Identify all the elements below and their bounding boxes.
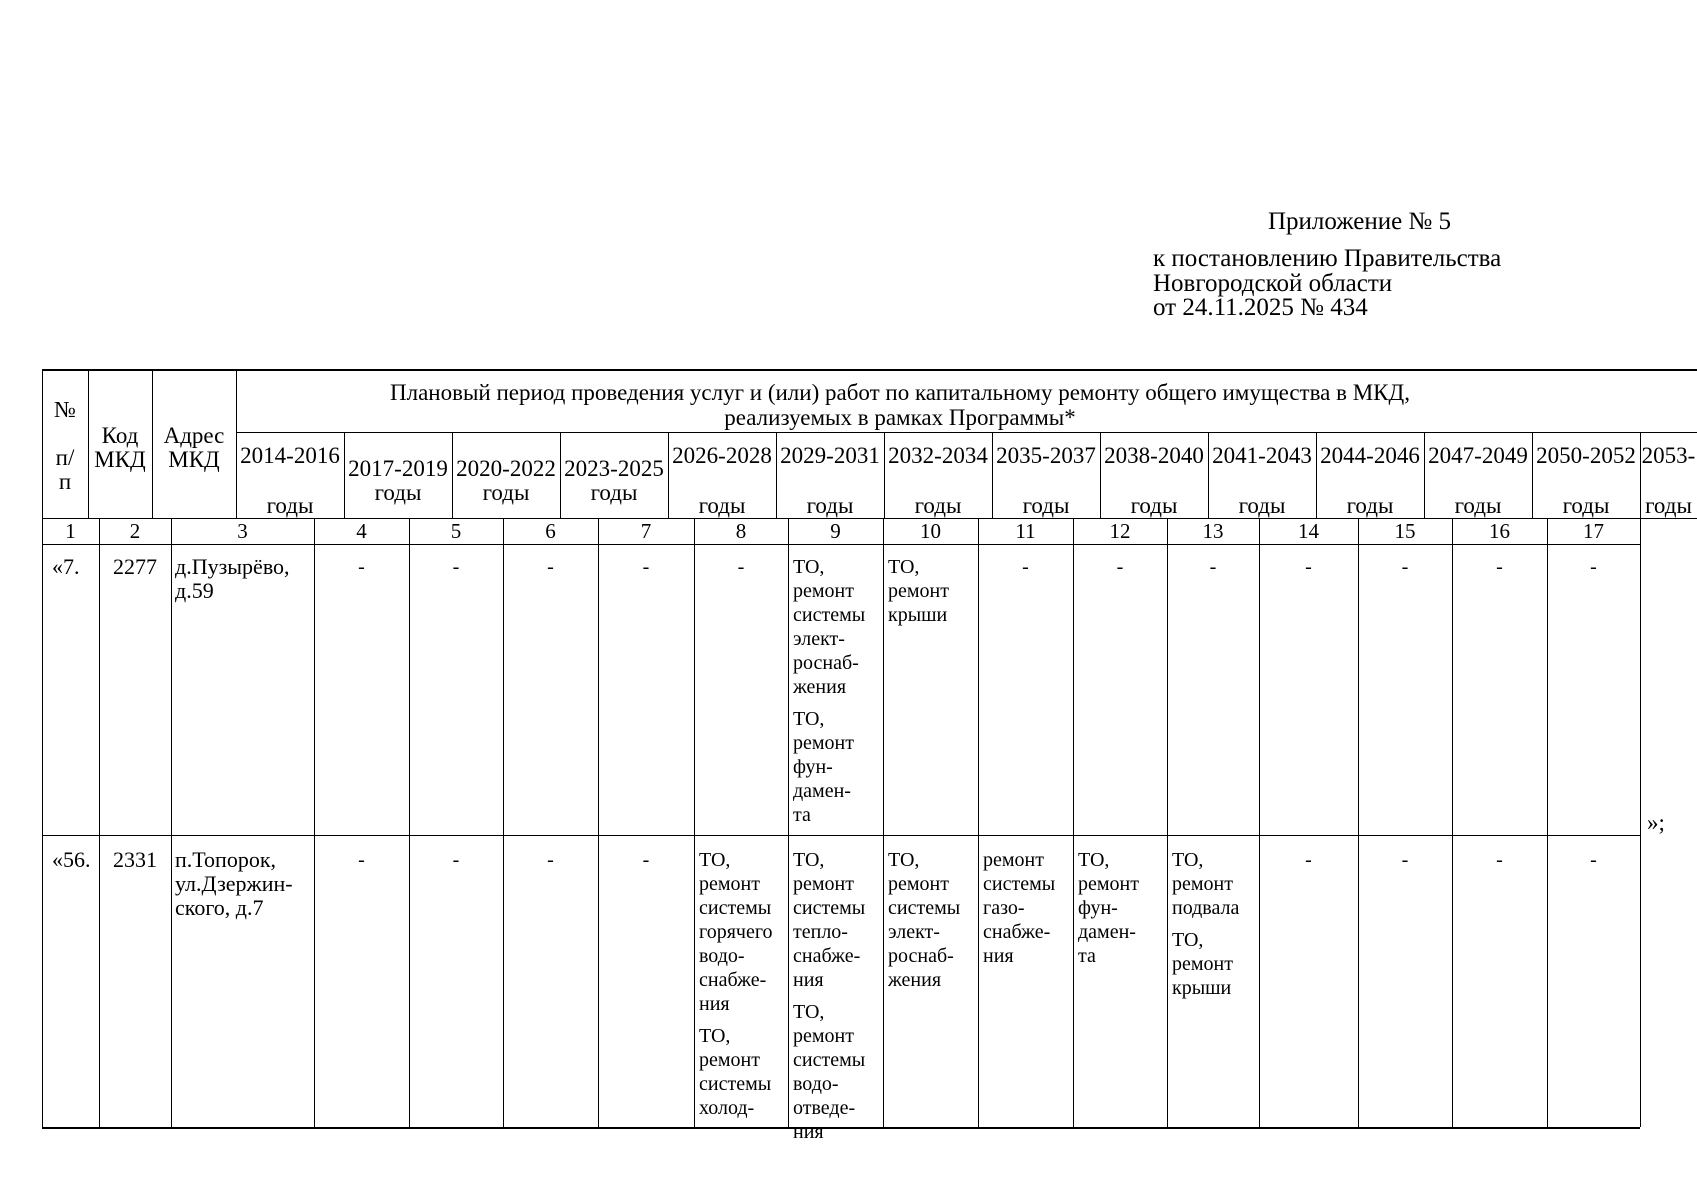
period-range: 2020-2022 xyxy=(456,456,556,481)
column-number: 13 xyxy=(1202,519,1224,543)
no-work-dash: - xyxy=(452,849,460,871)
work-cell xyxy=(409,555,503,579)
column-number: 10 xyxy=(920,519,941,543)
no-work-dash: - xyxy=(1496,849,1503,871)
period-years-label: годы xyxy=(1130,493,1178,518)
no-work-dash: - xyxy=(1590,556,1597,578)
work-item: ТО, ремонт системы холод- xyxy=(699,1025,772,1119)
period-range: 2026-2028 xyxy=(672,443,772,468)
work-cell xyxy=(598,848,694,872)
work-cell xyxy=(503,848,598,872)
work-cell xyxy=(598,555,694,579)
no-work-dash: - xyxy=(1401,849,1409,871)
table-rule xyxy=(42,369,1697,371)
row-number: «7. xyxy=(52,554,80,579)
table-rule xyxy=(99,518,100,1127)
work-cell xyxy=(978,555,1073,579)
work-item: ремонт системы газо- снабже- ния xyxy=(983,849,1056,967)
table-rule xyxy=(598,518,599,1127)
work-item: ТО, ремонт системы элект- роснаб- жения xyxy=(888,849,961,991)
column-number: 1 xyxy=(65,519,76,543)
period-years-label: годы xyxy=(1238,493,1286,518)
period-years-label: годы xyxy=(266,493,314,518)
work-cell xyxy=(888,848,977,992)
period-range: 2047-2049 xyxy=(1428,443,1528,468)
no-work-dash: - xyxy=(547,849,554,871)
row-number: «56. xyxy=(52,847,91,872)
work-cell xyxy=(1452,555,1547,579)
column-number: 7 xyxy=(640,519,652,543)
no-work-dash: - xyxy=(642,849,650,871)
table-rule xyxy=(409,518,410,1127)
column-number: 11 xyxy=(1015,519,1036,543)
end-mark: »; xyxy=(1647,810,1665,835)
house-code: 2277 xyxy=(113,554,157,579)
work-item: ТО, ремонт системы горячего водо- снабже- ния xyxy=(699,849,773,1015)
period-range: 2032-2034 xyxy=(888,443,988,468)
header-code: Код МКД xyxy=(94,423,146,472)
work-cell xyxy=(503,555,598,579)
table-rule xyxy=(1167,518,1168,1127)
column-number: 17 xyxy=(1583,519,1604,543)
column-number: 6 xyxy=(545,519,556,543)
period-range: 2053- xyxy=(1641,443,1696,468)
work-cell xyxy=(1259,848,1358,872)
work-item: ТО, ремонт подвала xyxy=(1172,849,1240,919)
column-number: 2 xyxy=(129,519,141,543)
table-rule xyxy=(236,432,1697,433)
period-years-label: годы xyxy=(1454,493,1502,518)
table-rule xyxy=(883,518,884,1127)
no-work-dash: - xyxy=(547,556,554,578)
column-number: 15 xyxy=(1394,519,1416,543)
table-rule xyxy=(314,518,315,1127)
work-cell xyxy=(1358,555,1452,579)
work-cell xyxy=(1167,555,1259,579)
work-cell xyxy=(314,848,409,872)
work-cell xyxy=(694,555,788,579)
period-years-label: годы xyxy=(698,493,746,518)
house-address: п.Топорок, ул.Дзержин- ского, д.7 xyxy=(175,847,293,920)
work-cell xyxy=(1073,555,1167,579)
work-item: ТО, ремонт системы водо- отведе- ния xyxy=(793,1001,866,1143)
no-work-dash: - xyxy=(358,556,365,578)
work-cell xyxy=(314,555,409,579)
period-range: 2017-2019 xyxy=(348,456,448,481)
table-rule xyxy=(1358,518,1359,1127)
column-number: 9 xyxy=(830,519,841,543)
column-number: 14 xyxy=(1298,519,1319,543)
table-rule xyxy=(1640,518,1641,1127)
work-cell xyxy=(1259,555,1358,579)
header-line: Новгородской области xyxy=(1153,270,1393,297)
period-range: 2029-2031 xyxy=(780,443,880,468)
work-cell xyxy=(1547,848,1640,872)
header-address: Адрес МКД xyxy=(163,423,225,472)
header-line: от 24.11.2025 № 434 xyxy=(1153,294,1368,321)
table-rule xyxy=(694,518,695,1127)
work-item: ТО, ремонт крыши xyxy=(888,556,949,626)
header-planned-period: Плановый период проведения услуг и (или) работ по капитальному ремонту общего имущества в МКД, реализуемых в рамках Программы* xyxy=(390,380,1410,430)
no-work-dash: - xyxy=(737,556,745,578)
house-code: 2331 xyxy=(113,847,157,872)
period-years-label: годы xyxy=(590,480,638,505)
table-rule xyxy=(1547,518,1548,1127)
period-range: 2041-2043 xyxy=(1212,443,1312,468)
period-years-label: годы xyxy=(1346,493,1394,518)
work-item: ТО, ремонт фун- дамен- та xyxy=(793,708,854,826)
period-years-label: годы xyxy=(482,480,530,505)
period-years-label: годы xyxy=(1562,493,1610,518)
work-cell xyxy=(1358,848,1452,872)
table-rule xyxy=(171,518,172,1127)
table-rule xyxy=(42,518,43,1127)
no-work-dash: - xyxy=(358,849,365,871)
period-years-label: годы xyxy=(1022,493,1070,518)
work-cell xyxy=(793,848,882,1144)
work-cell xyxy=(699,848,787,1120)
column-number: 12 xyxy=(1109,519,1131,543)
no-work-dash: - xyxy=(1305,556,1312,578)
no-work-dash: - xyxy=(1305,849,1312,871)
period-years-label: годы xyxy=(806,493,854,518)
no-work-dash: - xyxy=(1401,556,1409,578)
house-address: д.Пузырёво, д.59 xyxy=(175,554,290,603)
table-rule xyxy=(42,835,1640,836)
column-number: 3 xyxy=(237,519,248,543)
no-work-dash: - xyxy=(1022,556,1029,578)
work-cell xyxy=(983,848,1072,968)
column-number: 8 xyxy=(735,519,747,543)
period-years-label: годы xyxy=(1645,493,1692,518)
work-cell xyxy=(793,555,882,827)
table-rule xyxy=(1452,518,1453,1127)
table-rule xyxy=(42,518,1697,519)
work-cell xyxy=(888,555,977,627)
header-line: к постановлению Правительства xyxy=(1153,245,1502,272)
period-range: 2023-2025 xyxy=(564,456,664,481)
period-range: 2038-2040 xyxy=(1104,443,1204,468)
period-years-label: годы xyxy=(914,493,962,518)
period-years-label: годы xyxy=(374,480,422,505)
period-range: 2014-2016 xyxy=(240,443,340,468)
no-work-dash: - xyxy=(1209,556,1217,578)
table-rule xyxy=(788,518,789,1127)
table-rule xyxy=(42,544,1640,545)
period-range: 2050-2052 xyxy=(1536,443,1636,468)
work-item: ТО, ремонт системы тепло- снабже- ния xyxy=(793,849,866,991)
column-number: 4 xyxy=(356,519,367,543)
work-item: ТО, ремонт системы элект- роснаб- жения xyxy=(793,556,866,698)
header-num: № п/ п xyxy=(54,397,76,494)
no-work-dash: - xyxy=(642,556,650,578)
period-range: 2035-2037 xyxy=(996,443,1096,468)
period-range: 2044-2046 xyxy=(1320,443,1420,468)
work-cell xyxy=(409,848,503,872)
no-work-dash: - xyxy=(1116,556,1124,578)
no-work-dash: - xyxy=(1496,556,1503,578)
column-number: 5 xyxy=(450,519,462,543)
no-work-dash: - xyxy=(1590,849,1597,871)
work-cell xyxy=(1172,848,1258,1000)
no-work-dash: - xyxy=(452,556,460,578)
table-rule xyxy=(1259,518,1260,1127)
work-cell xyxy=(1547,555,1640,579)
table-rule xyxy=(1073,518,1074,1127)
table-rule xyxy=(503,518,504,1127)
work-cell xyxy=(1452,848,1547,872)
column-number: 16 xyxy=(1489,519,1510,543)
table-rule xyxy=(978,518,979,1127)
work-item: ТО, ремонт крыши xyxy=(1172,929,1233,999)
appendix-title: Приложение № 5 xyxy=(1268,208,1452,235)
work-cell xyxy=(1078,848,1166,968)
work-item: ТО, ремонт фун- дамен- та xyxy=(1078,849,1139,967)
